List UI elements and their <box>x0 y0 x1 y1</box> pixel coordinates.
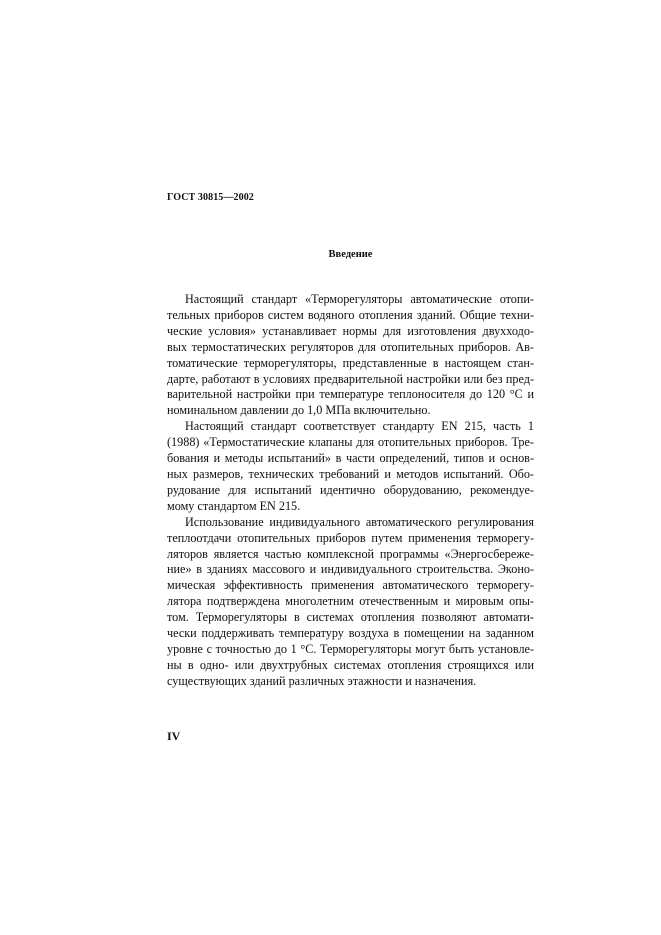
text-line: мическая эффективность применения автоматического терморегу- <box>167 578 534 593</box>
text-line: ных размеров, технических требований и методов испытаний. Обо- <box>167 466 534 481</box>
text-line: номинальном давлении до 1,0 МПа включительно. <box>167 403 431 418</box>
document-code-header: ГОСТ 30815—2002 <box>167 192 254 203</box>
text-line: теплоотдачи отопительных приборов путем применения терморегу- <box>167 530 534 545</box>
text-line: ческие условия» устанавливает нормы для изготовления двухходо- <box>167 323 534 338</box>
text-line: существующих зданий различных этажности и назначения. <box>167 673 477 688</box>
text-line: том. Терморегуляторы в системах отопления позволяют автомати- <box>167 610 534 625</box>
text-line: ние» в зданиях массового и индивидуального строительства. Эконо- <box>167 562 534 577</box>
text-line: Настоящий стандарт соответствует стандарту EN 215, часть 1 <box>185 419 534 434</box>
text-line: (1988) «Термостатические клапаны для отопительных приборов. Тре- <box>167 435 534 450</box>
text-line: мому стандартом EN 215. <box>167 498 301 513</box>
text-line: Использование индивидуального автоматического регулирования <box>185 514 534 529</box>
paragraph <box>167 515 534 690</box>
text-line: дарте, работают в условиях предварительной настройки или без пред- <box>167 371 534 386</box>
section-title: Введение <box>328 249 373 260</box>
text-line: рудование для испытаний идентично оборудованию, рекомендуе- <box>167 482 534 497</box>
text-line: лятора подтверждена многолетним отечественным и мировым опы- <box>167 594 534 609</box>
text-line: ны в одно- или двухтрубных системах отопления строящихся или <box>167 657 534 672</box>
text-line: ляторов является частью комплексной программы «Энергосбереже- <box>167 546 534 561</box>
text-line: Настоящий стандарт «Терморегуляторы автоматические отопи- <box>185 292 534 306</box>
text-line: вых термостатических регуляторов для отопительных приборов. Ав- <box>167 339 534 354</box>
page-number: IV <box>167 729 181 743</box>
paragraph <box>167 292 534 419</box>
text-line: бования и методы испытаний» в части определений, типов и основ- <box>167 451 534 466</box>
text-line: варительной настройки при температуре теплоносителя до 120 °С и <box>167 387 534 402</box>
paragraph <box>167 419 534 514</box>
text-line: томатические терморегуляторы, представленные в настоящем стан- <box>167 355 534 370</box>
body-text <box>167 292 534 690</box>
text-line: чески поддерживать температуру воздуха в помещении на заданном <box>167 626 534 641</box>
text-line: тельных приборов систем водяного отопления зданий. Общие техни- <box>167 307 534 322</box>
text-line: уровне с точностью до 1 °С. Терморегуляторы могут быть установле- <box>167 641 534 656</box>
